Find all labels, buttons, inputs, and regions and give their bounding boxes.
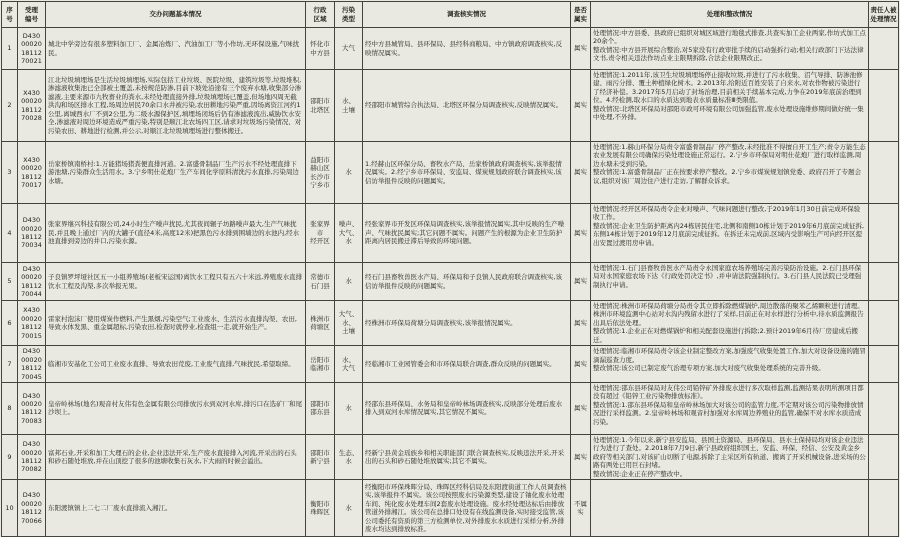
cell-seq: 7 bbox=[2, 346, 18, 383]
cell-pollution-type: 大气、 水、 土壤 bbox=[335, 301, 363, 346]
cell-responsible bbox=[869, 70, 899, 142]
table-row bbox=[2, 434, 899, 479]
cell-investigation: 经新宁县黄金瑶族乡和相关职能部门联合调查核实,反映违法开采,开采出的石头和砂石随处堆放属实;其它不属实。 bbox=[363, 434, 571, 479]
table-row bbox=[2, 142, 899, 204]
table-row bbox=[2, 263, 899, 301]
header-problem: 交办问题基本情况 bbox=[46, 2, 306, 28]
cell-verified: 属实 bbox=[571, 204, 591, 263]
cell-verified: 属实 bbox=[571, 346, 591, 383]
cell-region: 邵阳市 邵东县 bbox=[306, 382, 335, 434]
cell-verified: 属实 bbox=[571, 70, 591, 142]
cell-problem: 雷家村泡沫厂使用煤炭作燃料,产生黑烟,污染空气;工业废水、生活污水直排沟渠、农田,导致水体发黑、重金属超标,污染农田,检查时就停业,检查组一走,就开始生产。 bbox=[46, 301, 306, 346]
cell-problem: 东阳渡镇镇上二七二厂废水直排流入湘江。 bbox=[46, 480, 306, 537]
cell-id: X430 00020 18112 70028 bbox=[18, 70, 46, 142]
cell-responsible bbox=[869, 346, 899, 383]
cell-region: 株洲市 荷塘区 bbox=[306, 301, 335, 346]
cell-problem: 皇帝岭林场(地名)观音村友伟有色金属有限公司排放污水到双河水库,排污口在选矿厂和尾沙坝上。 bbox=[46, 382, 306, 434]
cell-region: 衡阳市 珠晖区 bbox=[306, 480, 335, 537]
cell-pollution-type: 噪声、 大气、 水 bbox=[335, 204, 363, 263]
cell-investigation: 经石门县畜牧兽医水产局、环保局和子良镇人民政府联合调查核实,该信访举报件反映的问题属实。 bbox=[363, 263, 571, 301]
cell-id: D430 00020 18112 70034 bbox=[18, 204, 46, 263]
cell-responsible bbox=[869, 204, 899, 263]
cell-verified: 属实 bbox=[571, 301, 591, 346]
cell-pollution-type: 大气 bbox=[335, 28, 363, 70]
cell-pollution-type: 水、 大气 bbox=[335, 346, 363, 383]
cell-pollution-type: 水 bbox=[335, 142, 363, 204]
cell-region: 益阳市 赫山区 长沙市 宁乡市 bbox=[306, 142, 335, 204]
cell-id: D430 00020 18112 70044 bbox=[18, 263, 46, 301]
cell-region: 邵阳市 北塔区 bbox=[306, 70, 335, 142]
cell-investigation: 经邵阳市城管综合执法局、北塔区环保分局调查核实,反映情况属实。 bbox=[363, 70, 571, 142]
header-responsible: 责任人被 处理情况 bbox=[869, 2, 899, 28]
cell-pollution-type: 水 bbox=[335, 480, 363, 537]
cell-investigation: 经中方县城管局、县环保局、县经科商粮局、中方镇政府调查核实,反映情况属实。 bbox=[363, 28, 571, 70]
cell-problem: 城北中学旁边有很多塑料加工厂、金属冶炼厂、汽油加工厂等小作坊,无环保设施,气味扰民。 bbox=[46, 28, 306, 70]
cell-responsible bbox=[869, 382, 899, 434]
header-seq: 序 号 bbox=[2, 2, 18, 28]
cell-seq: 1 bbox=[2, 28, 18, 70]
table-row bbox=[2, 382, 899, 434]
cell-seq: 9 bbox=[2, 434, 18, 479]
cell-seq: 4 bbox=[2, 204, 18, 263]
cell-handling: 处理情况:1.今年以来,新宁县安监局、县国土资源局、县环保局、县水土保持局均对该企业违法行为进行了查处。2.2018年7月9日,新宁县政府组织国土、安监、环保、经信、公安及黄金乡政府等相关部门,对该矿山切断了电源,拆除了主采区所有轨道、搬离了开采机械设备,进采场的公路有两处已用巨石封堵。 整改情况:企业正在停产整改中。 bbox=[591, 434, 869, 479]
cell-id: D430 00020 18112 70082 bbox=[18, 434, 46, 479]
cell-id: D430 00020 18112 70066 bbox=[18, 480, 46, 537]
cell-responsible bbox=[869, 28, 899, 70]
cell-region: 邵阳市 新宁县 bbox=[306, 434, 335, 479]
header-investigation: 调查核实情况 bbox=[363, 2, 571, 28]
cell-seq: 3 bbox=[2, 142, 18, 204]
cell-verified: 属实 bbox=[571, 263, 591, 301]
cell-id: X430 00020 18112 70015 bbox=[18, 301, 46, 346]
cell-investigation: 经株洲市环保局荷塘分局调查核实,该举报情况属实。 bbox=[363, 301, 571, 346]
cell-problem: 临湘市安基化工公司工业废水直排、导致农田荒废,工业废气直排,气味扰民,希望取缔。 bbox=[46, 346, 306, 383]
cell-problem: 张家界继兴科技有限公司,24小时生产噪声扰民,尤其夜间辗子坊路噪声最大,生产气味扰民,并且晚上通过厂内的大罐子(直径4米,高度12米)把黑色污水排到围墙边的水池内,经水池直排到旁边的井口,污染水源。 bbox=[46, 204, 306, 263]
cell-region: 张家界市 经开区 bbox=[306, 204, 335, 263]
header-pollution-type: 污染 类型 bbox=[335, 2, 363, 28]
table-row bbox=[2, 70, 899, 142]
cell-seq: 2 bbox=[2, 70, 18, 142]
header-id: 受理 编号 bbox=[18, 2, 46, 28]
cell-responsible bbox=[869, 301, 899, 346]
cell-pollution-type: 水 bbox=[335, 263, 363, 301]
complaints-table bbox=[1, 1, 899, 537]
cell-verified: 属实 bbox=[571, 28, 591, 70]
table-row bbox=[2, 28, 899, 70]
cell-responsible bbox=[869, 434, 899, 479]
cell-problem: 江北垃圾填埋场是生活垃圾填埋场,实际包括工业垃圾、医院垃圾、建筑垃圾等,垃圾堆积,渗滤液收集池已全部被土覆盖,未按规范防渗,目前下坡处沿途有三个废弃水塘,收集部分渗滤液,主要来源市九牧畜业的粪水,未经处理直接外排,垃圾填埋场已覆盖,但场地四周无截洪沟和场区排水工程,场周边居民70余口水井被污染,农田耕地污染严重,因场离资江河约1公里,离城西水厂不到2公里,为二级水源保护区,填埋场闭场后仍有渗滤液流出,威胁饮水安全,渗滤液对周边环境造成严重污染,特别是顺江北农场四工区,请求对垃圾场污染情况、对污染农田、耕地进行检测,并公示,对顺江北垃圾填埋场进行整体搬迁。 bbox=[46, 70, 306, 142]
cell-seq: 6 bbox=[2, 301, 18, 346]
cell-handling: 处理情况:邵东县环保局对友伟公司铅锌矿外排废水进行多次取样监测,监测结果表明所测项目都没有超过《铅锌工业污染物排放标准》。 整改情况:1.邵东县环保局和皇帝岭林场加大对该公司的监管力度,不定期对该公司污染物排放情况进行采样监测。2.皇帝岭林场和观音村加强对水库周边养殖业的监管,确保不对水库水质造成污染。 bbox=[591, 382, 869, 434]
cell-investigation: 1.经赫山区环保分局、畜牧水产局、岳家桥镇政府调查核实,该举报情况属实。2.经宁乡市环保局、安监局、煤炭规划政府联合调查核实,该信访举报件反映的问题属实。 bbox=[363, 142, 571, 204]
cell-verified: 属实 bbox=[571, 382, 591, 434]
cell-verified: 属实 bbox=[571, 434, 591, 479]
cell-pollution-type: 生态、 水 bbox=[335, 434, 363, 479]
cell-responsible bbox=[869, 480, 899, 537]
cell-handling: 处理情况:中方县委、县政府已组织对城区域进行地毯式排查,共查实加工企业两家,作坊式加工点20余个。 整改情况:中方县开展综合整治,对5家没有行政审批手续的启动强拆行动;相关行政部门下达法律文书,责令相关违法作坊点业主限期拆除,合法企业限期改正。 bbox=[591, 28, 869, 70]
cell-investigation: 经张家界市开发区环保局调查核实,该举报情况属实,其中反映的生产噪声、气味扰民属实;其它问题不属实。问题产生的根源为企业卫生防护距离内居民搬迁滞后导致的环境问题。 bbox=[363, 204, 571, 263]
cell-responsible bbox=[869, 263, 899, 301]
table-row bbox=[2, 301, 899, 346]
cell-problem: 子良镇罗坪垭社区五一小组养殖场(老板宋运国)离饮水工程只有五六十米远,养殖废水直排饮水工程及沟渠,多次举报无果。 bbox=[46, 263, 306, 301]
scanned-complaints-sheet bbox=[1, 1, 899, 533]
cell-id: D430 00020 18112 70021 bbox=[18, 28, 46, 70]
table-row bbox=[2, 346, 899, 383]
header-handling: 处理和整改情况 bbox=[591, 2, 869, 28]
cell-problem: 岳家桥镇南桥村:1.万能猪场猪粪便直排河道。2.富盛骨制品厂生产污水不经处理直排下游池塘,污染群众生活用水。3.宁乡明仕花炮厂生产车间化学原料清洗污水直排,污染周边水塘。 bbox=[46, 142, 306, 204]
header-verified: 是否 属实 bbox=[571, 2, 591, 28]
cell-region: 怀化市 中方县 bbox=[306, 28, 335, 70]
cell-pollution-type: 水、 土壤 bbox=[335, 70, 363, 142]
cell-seq: 8 bbox=[2, 382, 18, 434]
header-region: 行政 区域 bbox=[306, 2, 335, 28]
cell-seq: 5 bbox=[2, 263, 18, 301]
cell-responsible bbox=[869, 142, 899, 204]
cell-pollution-type: 水 bbox=[335, 382, 363, 434]
cell-verified: 属实 bbox=[571, 142, 591, 204]
cell-region: 常德市 石门县 bbox=[306, 263, 335, 301]
cell-handling: 处理情况:1.赫山环保分局责令富盛骨制品厂停产整改,未经批准不得擅自开工生产;责令万能生态农业发展有限公司确保污染处理设施正常运行。2.宁乡市环保局对明仕花炮厂进行取样监测,周边水塘未受到污染。 整改情况:1.富盛骨制品厂正在按要求停产整改。2.宁乡市煤炭规划镇党委、政府召开了专题会议,组织对该厂周边住户进行走访,了解群众诉求。 bbox=[591, 142, 869, 204]
cell-region: 岳阳市 临湘市 bbox=[306, 346, 335, 383]
cell-handling: 处理情况:1.2011年,该卫生垃圾填埋场停止接收垃圾,并进行了污水收集、沼气导排、防渗池修建、雨污分排、覆土种植绿化树木。2.2013年,给附近百姓安装了自来水,对农作物被污染进行了经济补偿。3.2017年5月启动了封场治理,目前相关手续基本完成,力争在2019年底前治理到位。4.经检测,取水口的水质达到地表水质量标准Ⅲ类限值。 整改情况:北塔区环保局对邵阳市政可环境有限公司加强监管,废水处理设施维修期间做好统一集中处理,不外排。 bbox=[591, 70, 869, 142]
table-header-row bbox=[2, 2, 899, 28]
cell-investigation: 经邵东县环保局、水务局和皇帝岭林场调查核实,反映部分处理后废水排入到双河水库情况属实,其它情况不属实。 bbox=[363, 382, 571, 434]
cell-verified: 不属 实 bbox=[571, 480, 591, 537]
cell-seq: 10 bbox=[2, 480, 18, 537]
cell-investigation: 经衡阳市环保珠晖分局、珠晖区经科信局及东阳渡街道工作人员调查核实,该举报件不属实。该公司按照废水污染源类型,建设了铀化废水处理车间、纯化废水处理车间2套废水处理设施。废水经处理达标后由排放管道外排湘江。该公司在总排口处设有在线监测设备,实时接受监管,该公司委托有资质的第三方检测单位,对外排废水水质进行采样分析,外排废水均达到排放标准。 bbox=[363, 480, 571, 537]
cell-handling: 处理情况:临湘市环保局责令该企业制定整改方案,加强废气收集处置工作,加大对设备设施的跑冒滴漏巡查力度。 整改情况:该公司已制定废气治理专项方案,加大对废气收集处理系统的完善升级。 bbox=[591, 346, 869, 383]
cell-handling: 处理情况:株洲市环保局荷塘分局责令其立即拆除燃煤锅炉,周边散落的聚苯乙烯颗粒进行清理。株洲市环境监测中心站对水沟内残留水进行了采样,目前正在对水样进行分析中,待水质监测报告出具后依法处理。 整改情况:1.企业正在对燃煤锅炉和相关配套设施进行拆除;2.预计2019年6月待厂房建成后搬迁。 bbox=[591, 301, 869, 346]
table-row bbox=[2, 204, 899, 263]
cell-handling: 处理情况:1.石门县畜牧兽医水产局责令永国家庭农场养殖场完善污染防治设施。2.石门县环保局对永国家庭农场下达《行政处罚决定书》,并申请法院强制执行。3.石门县人民法院已受理强制执行申请。 bbox=[591, 263, 869, 301]
cell-problem: 富邦石业,开采和加工大理石的企业,企业违法开采,生产废水直接排入河流,开采出的石头和砂石随处堆放,并在山顶挖了很多的池塘收集石灰水,下大雨的时候会溢出。 bbox=[46, 434, 306, 479]
cell-id: D430 00020 18112 70045 bbox=[18, 346, 46, 383]
cell-id: D430 00020 18112 70083 bbox=[18, 382, 46, 434]
cell-handling: 处理情况:经开区环保局责令企业对噪声、气味问题进行整改,于2019年1月30日前完成环保验收工作。 整改情况:企业卫生防护距离内24栋居民住宅,北侧和南侧10栋计划于2019年6月底前完成征拆,东侧14栋计划于2019年12月底前完成征拆。在拆迁未完成前,区域内受影响生产可向经开区提出安置过渡用房申请。 bbox=[591, 204, 869, 263]
cell-id: X430 00020 18112 70017 bbox=[18, 142, 46, 204]
cell-handling bbox=[591, 480, 869, 537]
cell-investigation: 经临湘市工业园管委会和市环保局联合调查,群众反映的问题属实。 bbox=[363, 346, 571, 383]
table-row bbox=[2, 480, 899, 537]
